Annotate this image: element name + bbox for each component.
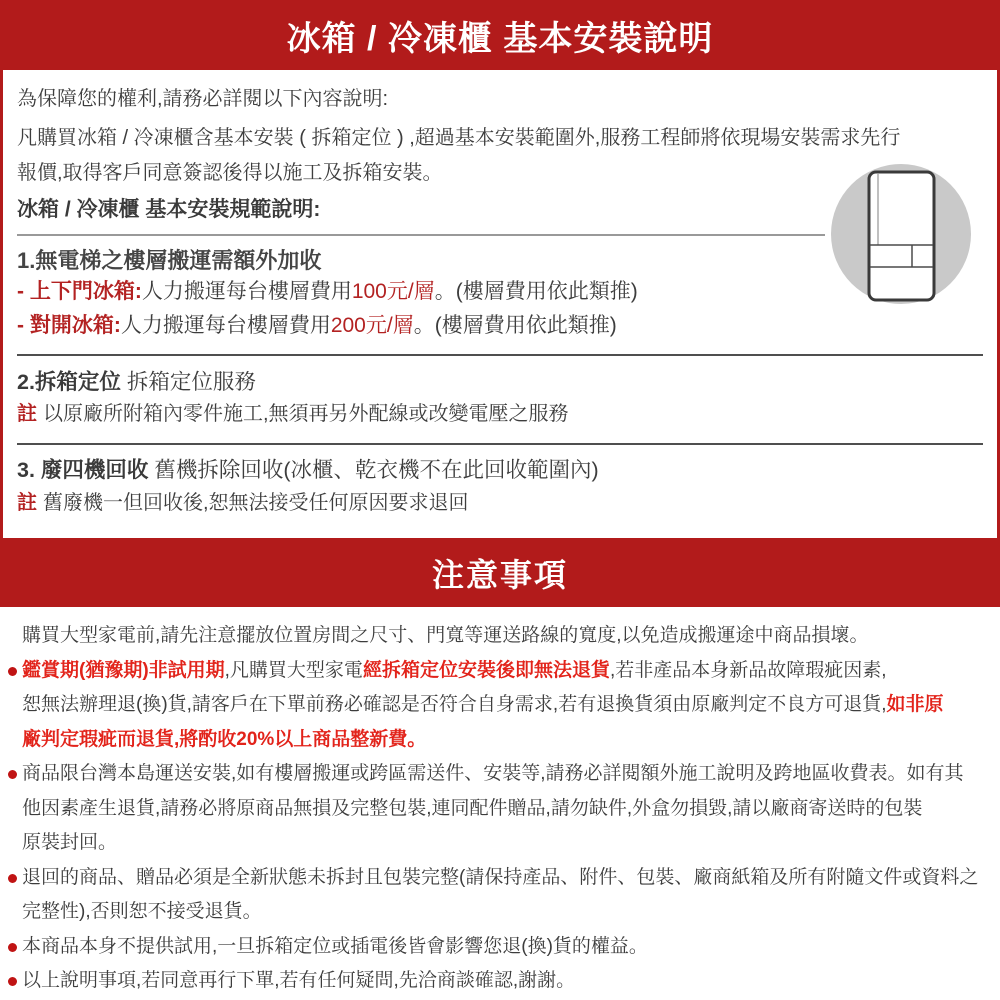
notice-text: 原裝封回。 (22, 832, 118, 853)
terms-line-1: 凡購買冰箱 / 冷凍櫃含基本安裝 ( 拆箱定位 ) ,超過基本安裝範圍外,服務工程師將依現場安裝需求先行 (17, 127, 901, 149)
section3-heading-rest: 舊機拆除回收(冰櫃、乾衣機不在此回收範圍內) (148, 458, 599, 482)
notice-text: 以上說明事項,若同意再行下單,若有任何疑問,先洽商談確認,謝謝。 (22, 970, 576, 991)
section3-heading (17, 455, 983, 485)
notice-text: 商品限台灣本島運送安裝,如有樓層搬運或跨區需送件、安裝等,請務必詳閱額外施工說明及跨地區收費表。如有其 (22, 763, 964, 784)
divider (17, 354, 983, 356)
section2-heading (17, 367, 983, 397)
note-label: 註 (17, 403, 37, 425)
bullet-icon (8, 943, 17, 952)
note-text: 以原廠所附箱內零件施工,無須再另外配線或改變電壓之服務 (43, 403, 569, 425)
notice-text: 本商品本身不提供試用,一旦拆箱定位或插電後皆會影響您退(換)貨的權益。 (22, 935, 648, 957)
fee-label: - 對開冰箱: (17, 314, 121, 337)
spec-heading: 冰箱 / 冷凍櫃 基本安裝規範說明: (17, 198, 321, 221)
fee-line-side-by-side (17, 309, 983, 343)
notice-item-1 (8, 619, 986, 654)
fee-text: 人力搬運每台樓層費用 (141, 280, 352, 303)
fee-tail: 。(樓層費用依此類推) (413, 314, 617, 337)
installation-terms-section (0, 70, 1000, 538)
bullet-icon (8, 770, 17, 779)
divider (17, 234, 825, 236)
terms-line-2: 報價,取得客戶同意簽認後得以施工及拆箱安裝。 (17, 162, 443, 184)
notice-title: 注意事項 (431, 556, 568, 593)
bullet-icon (8, 977, 17, 986)
notice-text: 完整性),否則恕不接受退貨。 (22, 901, 262, 922)
fee-text: 人力搬運每台樓層費用 (120, 314, 331, 337)
fee-label: - 上下門冰箱: (17, 280, 142, 303)
notice-text: 經拆箱定位安裝後即無法退貨 (362, 659, 610, 681)
notice-text: 廠判定瑕疵而退貨,將酌收20%以上商品整新費。 (22, 728, 427, 750)
notice-text: 他因素產生退貨,請務必將原商品無損及完整包裝,連同配件贈品,請勿缺件,外盒勿損毀,請以廠商寄送時的包裝 (22, 797, 923, 819)
page-title: 冰箱 / 冷凍櫃 基本安裝說明 (286, 19, 714, 58)
intro-text: 為保障您的權利,請務必詳閱以下內容說明: (17, 88, 389, 110)
notice-item-4 (8, 861, 986, 930)
section3-note (17, 488, 983, 518)
section2-note (17, 399, 983, 429)
fee-price: 200元/層 (330, 314, 414, 337)
section2-heading-rest: 拆箱定位服務 (120, 370, 256, 394)
notice-item-3 (8, 757, 986, 861)
fridge-icon (831, 164, 971, 304)
section3-heading-bold: 3. 廢四機回收 (17, 458, 149, 482)
bullet-icon (8, 667, 17, 676)
notice-bar (0, 538, 1000, 607)
notice-text: 鑑賞期(猶豫期)非試用期 (22, 659, 225, 681)
fee-tail: 。(樓層費用依此類推) (434, 280, 638, 303)
note-label: 註 (17, 492, 37, 514)
notice-item-6 (8, 964, 986, 999)
notice-text: 購買大型家電前,請先注意擺放位置房間之尺寸、門寬等運送路線的寬度,以免造成搬運途中商品損壞。 (22, 625, 869, 646)
note-text: 舊廢機一但回收後,恕無法接受任何原因要求退回 (43, 492, 469, 514)
notice-text: 恕無法辦理退(換)貨,請客戶在下單前務必確認是否符合自身需求,若有退換貨須由原廠判定不良方可退貨, (22, 694, 887, 715)
section1-heading: 1.無電梯之樓層搬運需額外加收 (17, 248, 322, 273)
header-bar (0, 0, 1000, 70)
notice-text: 如非原 (886, 694, 944, 715)
fridge-icon-drawing (831, 164, 971, 304)
notice-text: ,若非產品本身新品故障瑕疵因素, (609, 659, 887, 681)
fee-price: 100元/層 (351, 280, 435, 303)
notice-text: 退回的商品、贈品必須是全新狀態未拆封且包裝完整(請保持產品、附件、包裝、廠商紙箱及所有附隨文件或資料之 (22, 866, 979, 888)
section2-heading-bold: 2.拆箱定位 (17, 370, 121, 394)
notice-text: ,凡購買大型家電 (224, 659, 363, 681)
notice-item-5 (8, 930, 986, 965)
divider (17, 443, 983, 445)
notice-item-2 (8, 654, 986, 758)
notice-list (0, 607, 1000, 999)
bullet-icon (8, 874, 17, 883)
